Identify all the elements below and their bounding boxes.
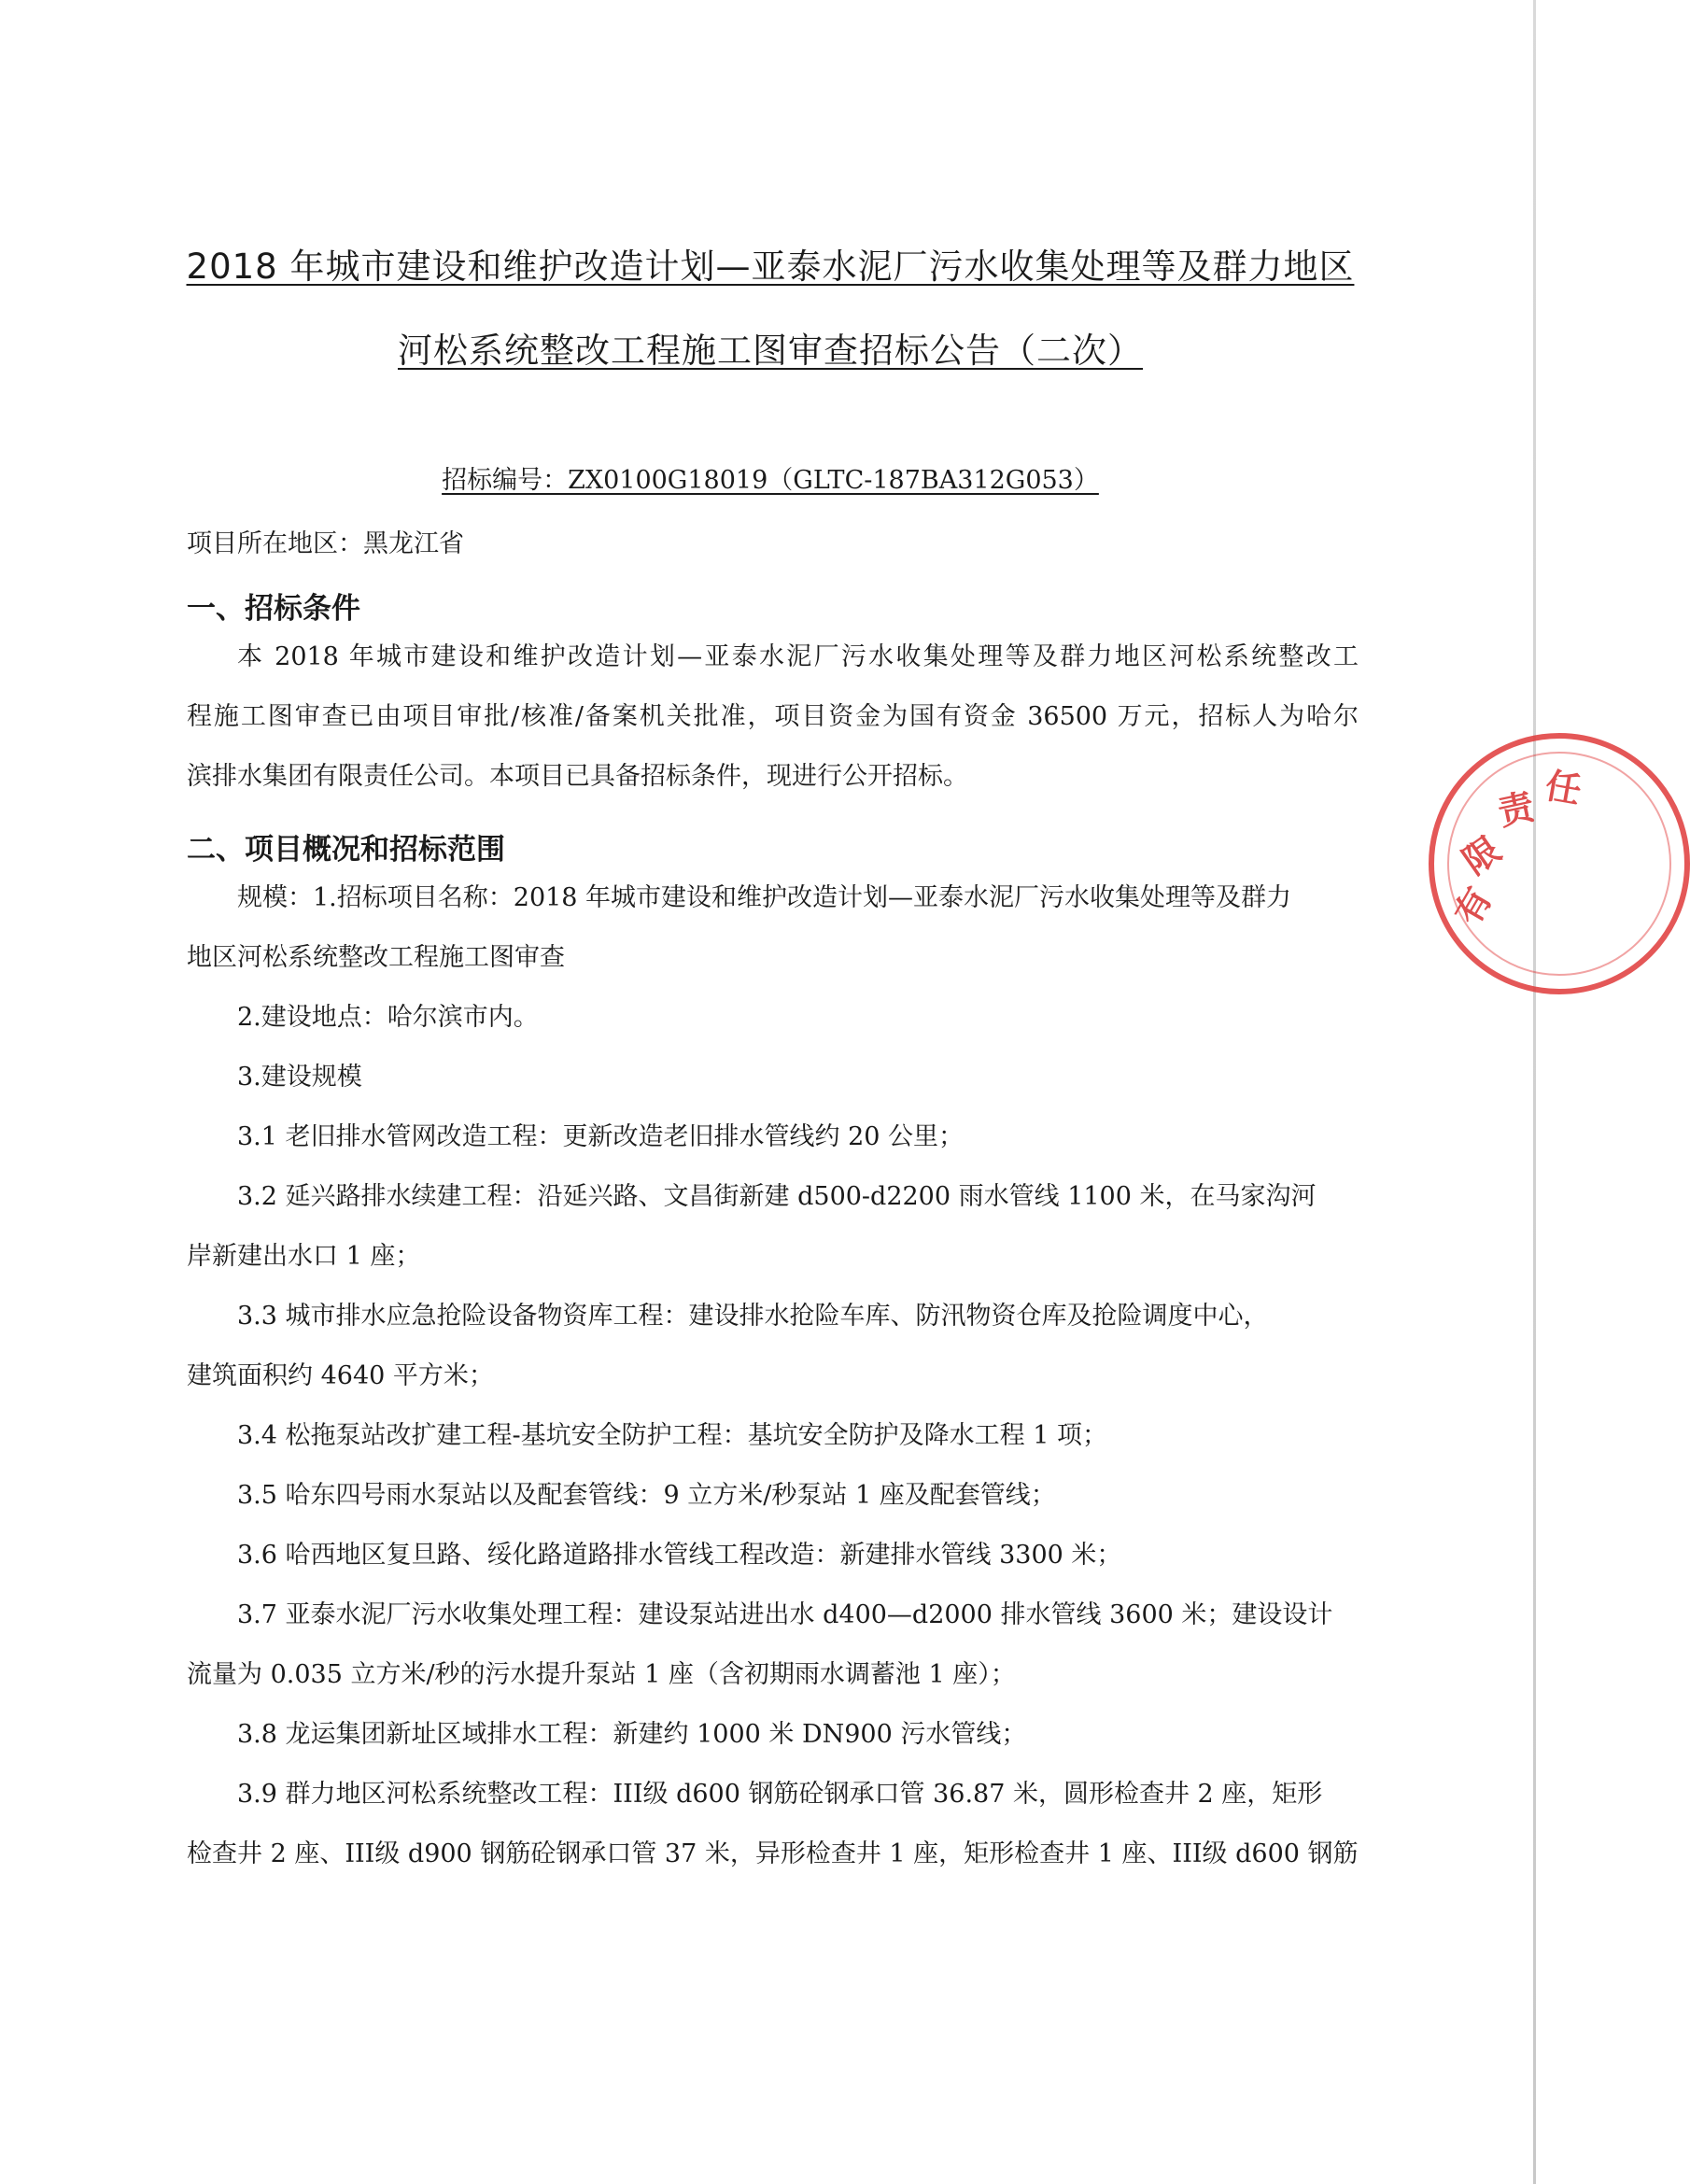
paragraph-line: 3.8 龙运集团新址区域排水工程：新建约 1000 米 DN900 污水管线；: [237, 1720, 1027, 1749]
paragraph-line: 程施工图审查已由项目审批/核准/备案机关批准，项目资金为国有资金 36500 万元，招标人为哈尔: [187, 702, 1359, 731]
paragraph-line: 3.2 延兴路排水续建工程：沿延兴路、文昌街新建 d500-d2200 雨水管线 1100 米，在马家沟河: [237, 1182, 1317, 1211]
seal-char: 责: [1494, 785, 1538, 834]
section-1-body: [187, 627, 1359, 807]
paragraph-line: 3.5 哈东四号雨水泵站以及配套管线：9 立方米/秒泵站 1 座及配套管线；: [237, 1481, 1056, 1510]
paragraph-line: 流量为 0.035 立方米/秒的污水提升泵站 1 座（含初期雨水调蓄池 1 座）；: [187, 1660, 1016, 1689]
paragraph-line: 3.3 城市排水应急抢险设备物资库工程：建设排水抢险车库、防汛物资仓库及抢险调度中心，: [237, 1302, 1269, 1331]
company-seal: [1429, 733, 1690, 994]
paragraph-line: 3.6 哈西地区复旦路、绥化路道路排水管线工程改造：新建排水管线 3300 米；: [237, 1541, 1122, 1570]
paragraph-line: 3.4 松拖泵站改扩建工程-基坑安全防护工程：基坑安全防护及降水工程 1 项；: [237, 1421, 1107, 1450]
paragraph-line: 3.1 老旧排水管网改造工程：更新改造老旧排水管线约 20 公里；: [237, 1122, 965, 1151]
page-edge: [1533, 0, 1536, 2184]
seal-char: 限: [1455, 828, 1509, 883]
paragraph-line: 3.7 亚泰水泥厂污水收集处理工程：建设泵站进出水 d400—d2000 排水管线 3600 米；建设设计: [237, 1600, 1333, 1629]
paragraph-line: 滨排水集团有限责任公司。本项目已具备招标条件，现进行公开招标。: [187, 762, 968, 791]
paragraph-line: 3.建设规模: [237, 1063, 362, 1092]
section-2-body: [187, 868, 1359, 1884]
title-line-1: 2018 年城市建设和维护改造计划—亚泰水泥厂污水收集处理等及群力地区: [186, 247, 1355, 287]
section-2-heading: 二、项目概况和招标范围: [187, 833, 505, 867]
seal-char: 任: [1542, 764, 1584, 811]
paragraph-line: 岸新建出水口 1 座；: [187, 1242, 421, 1271]
paragraph-line: 检查井 2 座、III级 d900 钢筋砼钢承口管 37 米，异形检查井 1 座，矩形检查井 1 座、III级 d600 钢筋: [187, 1839, 1359, 1868]
paragraph-line: 规模：1.招标项目名称：2018 年城市建设和维护改造计划—亚泰水泥厂污水收集处理等及群力: [237, 883, 1292, 912]
seal-char: 有: [1446, 880, 1500, 932]
tender-number: 招标编号：ZX0100G18019（GLTC-187BA312G053）: [442, 466, 1099, 495]
paragraph-line: 本 2018 年城市建设和维护改造计划—亚泰水泥厂污水收集处理等及群力地区河松系统整改工: [237, 642, 1359, 671]
section-1-heading: 一、招标条件: [187, 592, 360, 626]
paragraph-line: 3.9 群力地区河松系统整改工程：III级 d600 钢筋砼钢承口管 36.87 米，圆形检查井 2 座，矩形: [237, 1780, 1323, 1809]
title-line-2: 河松系统整改工程施工图审查招标公告（二次）: [398, 331, 1143, 371]
paragraph-line: 地区河松系统整改工程施工图审查: [187, 943, 565, 972]
paragraph-line: 2.建设地点：哈尔滨市内。: [237, 1003, 539, 1032]
project-region: 项目所在地区：黑龙江省: [187, 529, 464, 558]
paragraph-line: 建筑面积约 4640 平方米；: [187, 1361, 494, 1390]
